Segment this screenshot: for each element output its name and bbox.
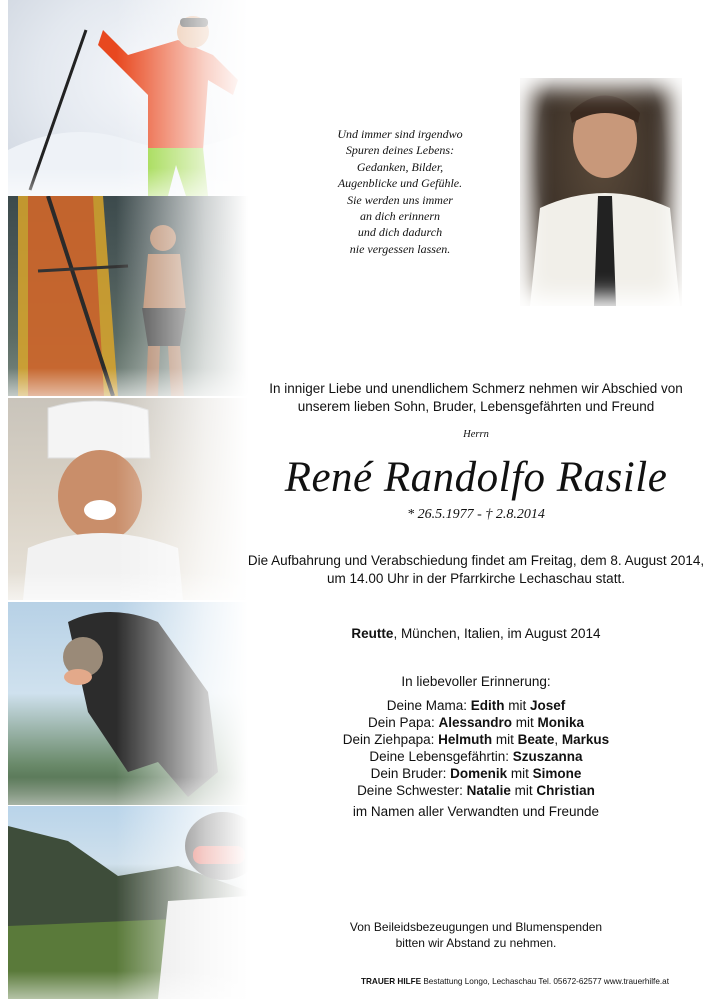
place-bold: Reutte [351, 626, 394, 641]
windsurfer-figure-icon [8, 196, 248, 396]
poem-line: und dich dadurch [357, 225, 443, 240]
family-list [200, 697, 707, 799]
poem-line: nie vergessen lassen. [349, 241, 451, 256]
salutation: Herrn [463, 429, 489, 440]
family-row-papa: Dein Papa: Alessandro mit Monika [367, 715, 585, 730]
mountain-biker-photo [8, 806, 248, 999]
poem-line: Und immer sind irgendwo [337, 127, 463, 141]
place-date [200, 626, 707, 641]
skier-photo [8, 0, 248, 196]
poem-line: Augenblicke und Gefühle. [337, 176, 463, 191]
portrait-photo [520, 78, 682, 306]
service-notice [200, 552, 707, 588]
family-row-ziehpapa: Dein Ziehpapa: Helmuth mit Beate, Markus [342, 732, 610, 747]
family-row-schwester: Deine Schwester: Natalie mit Christian [357, 783, 595, 798]
windsurfer-photo [8, 196, 248, 396]
service-line: um 14.00 Uhr in der Pfarrkirche Lechaschau statt. [327, 571, 625, 586]
condolence-note [200, 919, 707, 951]
skier-figure-icon [8, 0, 248, 196]
deceased-name: René Randolfo Rasile [284, 454, 668, 501]
memorial-poem [310, 126, 490, 257]
intro-text [200, 380, 707, 416]
family-row-mama: Deine Mama: Edith mit Josef [386, 698, 566, 713]
relatives-line: im Namen aller Verwandten und Freunde [352, 804, 600, 819]
poem-line: Gedanken, Bilder, [356, 159, 444, 174]
family-row-bruder: Dein Bruder: Domenik mit Simone [370, 766, 582, 781]
place-rest: , München, Italien, im August 2014 [393, 626, 601, 641]
condolence-line: bitten wir Abstand zu nehmen. [395, 936, 557, 950]
condolence-line: Von Beileidsbezeugungen und Blumenspenden [349, 920, 603, 934]
family-row-partner: Deine Lebensgefährtin: Szuszanna [369, 749, 583, 764]
intro-line: In inniger Liebe und unendlichem Schmerz nehmen wir Abschied von [269, 381, 683, 396]
life-dates: * 26.5.1977 - † 2.8.2014 [407, 507, 545, 522]
poem-line: Sie werden uns immer [347, 192, 453, 207]
footer-contact: Bestattung Longo, Lechaschau Tel. 05672-62577 www.trauerhilfe.at [421, 977, 669, 986]
funeral-home-footer [340, 977, 690, 986]
intro-line: unserem lieben Sohn, Bruder, Lebensgefährten und Freund [297, 399, 655, 414]
service-line: Die Aufbahrung und Verabschiedung findet am Freitag, dem 8. August 2014, [247, 553, 705, 568]
poem-line: an dich erinnern [360, 209, 440, 224]
footer-brand: TRAUER HILFE [361, 977, 422, 986]
poem-line: Spuren deines Lebens: [345, 143, 455, 158]
memory-heading: In liebevoller Erinnerung: [401, 674, 551, 689]
portrait-figure-icon [520, 78, 682, 306]
